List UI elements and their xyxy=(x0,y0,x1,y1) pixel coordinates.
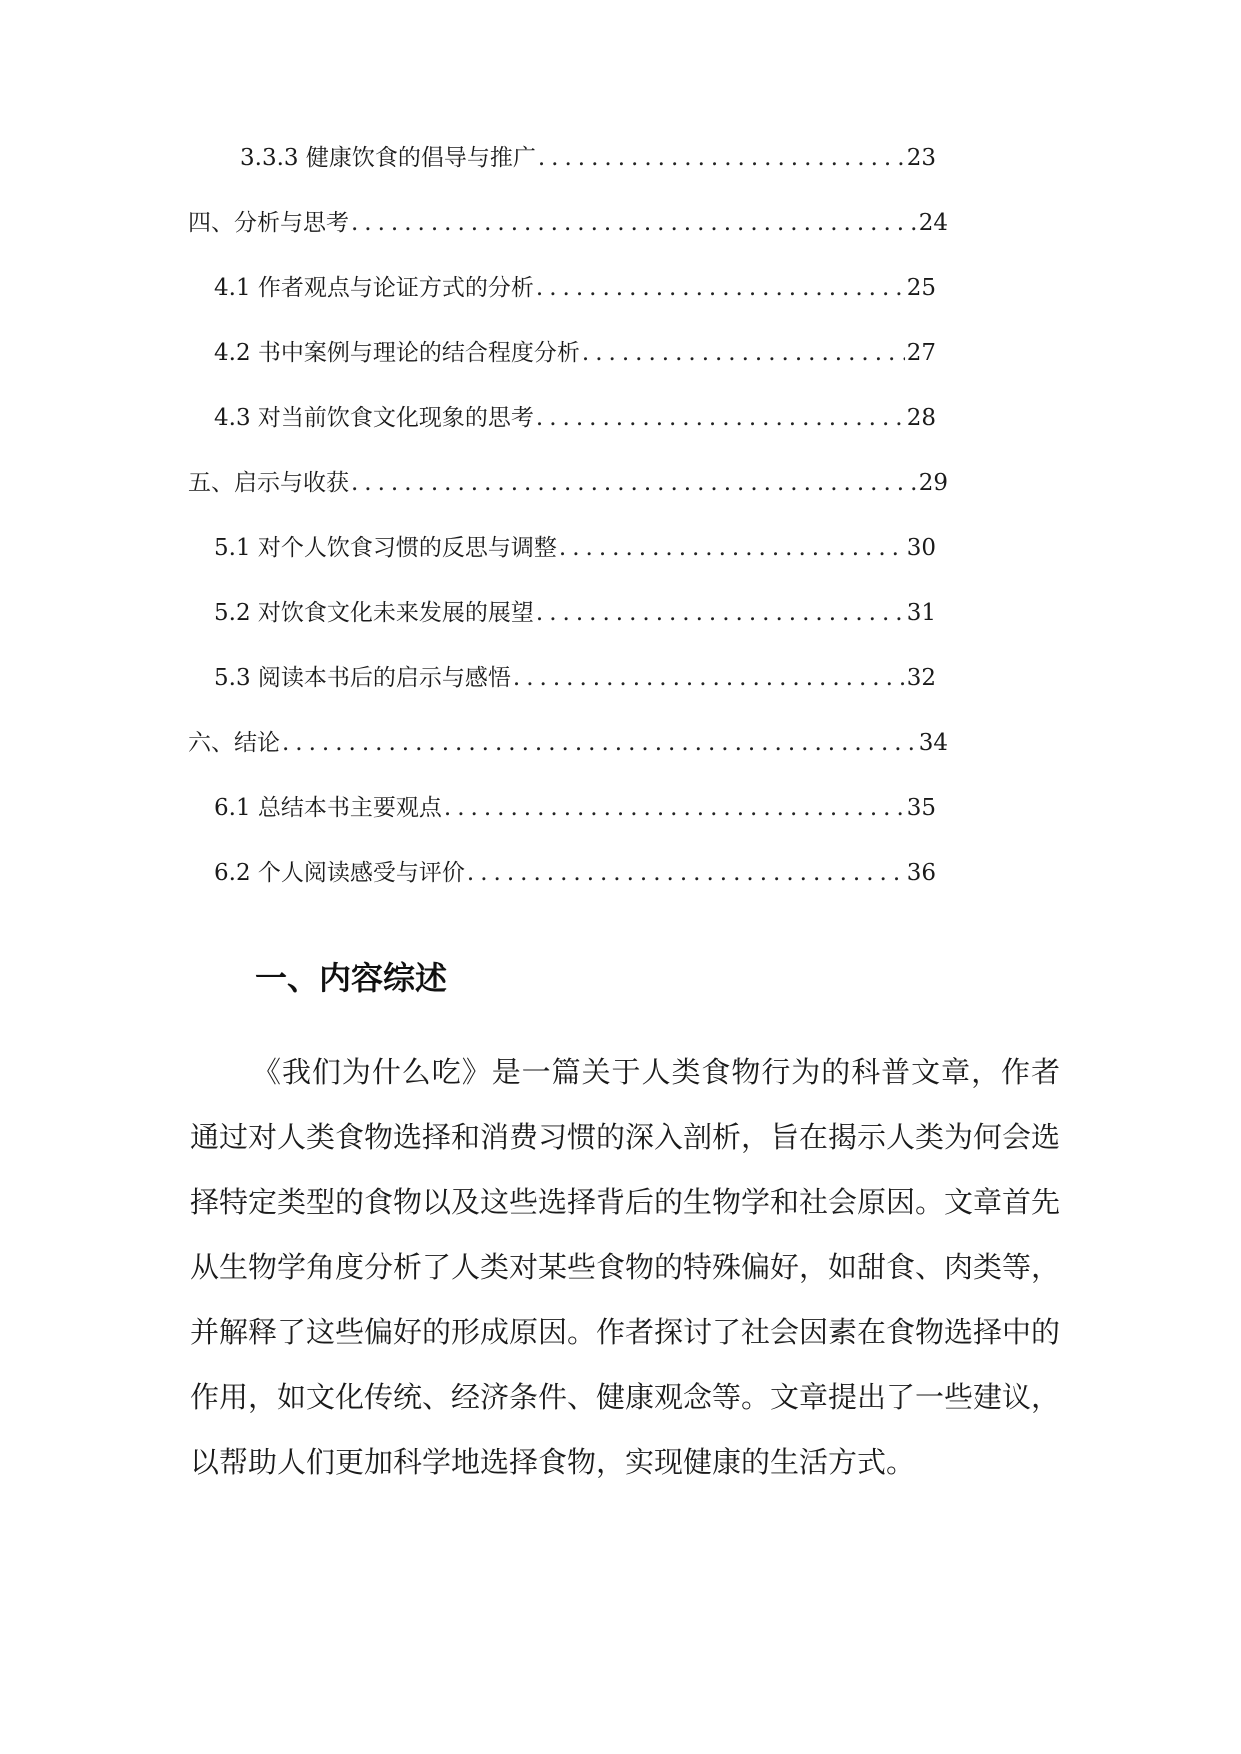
toc-entry[interactable] xyxy=(188,663,936,728)
toc-entry[interactable] xyxy=(188,338,936,403)
toc-entry-title: 六、结论 xyxy=(188,730,280,756)
toc-leader-dots xyxy=(467,858,905,888)
toc-leader-dots xyxy=(536,273,905,303)
toc-entry-title: 5.3 阅读本书后的启示与感悟 xyxy=(214,665,511,691)
toc-leader-dots xyxy=(444,793,905,823)
toc-entry-page: 30 xyxy=(906,535,936,561)
toc-entry-title: 4.2 书中案例与理论的结合程度分析 xyxy=(214,340,580,366)
toc-entry-title: 6.2 个人阅读感受与评价 xyxy=(214,860,465,886)
toc-leader-dots xyxy=(536,403,905,433)
toc-entry-title: 6.1 总结本书主要观点 xyxy=(214,795,442,821)
toc-leader-dots xyxy=(513,663,905,693)
toc-entry[interactable] xyxy=(188,533,936,598)
toc-entry-page: 28 xyxy=(906,405,936,431)
body-paragraph: 《我们为什么吃》是一篇关于人类食物行为的科普文章，作者通过对人类食物选择和消费习惯的深入剖析，旨在揭示人类为何会选择特定类型的食物以及这些选择背后的生物学和社会原因。文章首先从生物学角度分析了人类对某些食物的特殊偏好，如甜食、肉类等，并解释了这些偏好的形成原因。作者探讨了社会因素在食物选择中的作用，如文化传统、经济条件、健康观念等。文章提出了一些建议，以帮助人们更加科学地选择食物，实现健康的生活方式。 xyxy=(190,1055,1061,1479)
toc-entry-page: 34 xyxy=(918,730,948,756)
toc-entry-page: 25 xyxy=(906,275,936,301)
toc-entry-page: 29 xyxy=(918,470,948,496)
toc-leader-dots xyxy=(351,468,917,498)
toc-entry[interactable] xyxy=(188,273,936,338)
toc-entry-title: 4.1 作者观点与论证方式的分析 xyxy=(214,275,534,301)
toc-entry[interactable] xyxy=(188,858,936,923)
toc-entry[interactable] xyxy=(188,143,936,208)
table-of-contents xyxy=(188,143,948,923)
toc-leader-dots xyxy=(351,208,917,238)
toc-entry[interactable] xyxy=(188,468,948,533)
toc-entry-title: 4.3 对当前饮食文化现象的思考 xyxy=(214,405,534,431)
toc-entry[interactable] xyxy=(188,598,936,663)
toc-entry[interactable] xyxy=(188,728,948,793)
toc-entry-page: 24 xyxy=(918,210,948,236)
toc-entry-title: 四、分析与思考 xyxy=(188,210,349,236)
toc-leader-dots xyxy=(536,598,905,628)
toc-entry-title: 3.3.3 健康饮食的倡导与推广 xyxy=(240,145,536,171)
toc-entry[interactable] xyxy=(188,793,936,858)
toc-entry-page: 31 xyxy=(906,600,936,626)
toc-entry-title: 5.1 对个人饮食习惯的反思与调整 xyxy=(214,535,557,561)
toc-leader-dots xyxy=(538,143,905,173)
section-heading: 一、内容综述 xyxy=(255,959,448,997)
toc-entry-title: 5.2 对饮食文化未来发展的展望 xyxy=(214,600,534,626)
toc-leader-dots xyxy=(582,338,905,368)
toc-entry[interactable] xyxy=(188,403,936,468)
toc-entry-page: 32 xyxy=(906,665,936,691)
toc-entry-page: 36 xyxy=(906,860,936,886)
toc-leader-dots xyxy=(559,533,905,563)
toc-entry-page: 27 xyxy=(906,340,936,366)
toc-leader-dots xyxy=(282,728,917,758)
toc-entry-page: 35 xyxy=(906,795,936,821)
toc-entry-title: 五、启示与收获 xyxy=(188,470,349,496)
toc-entry[interactable] xyxy=(188,208,948,273)
toc-entry-page: 23 xyxy=(906,145,936,171)
